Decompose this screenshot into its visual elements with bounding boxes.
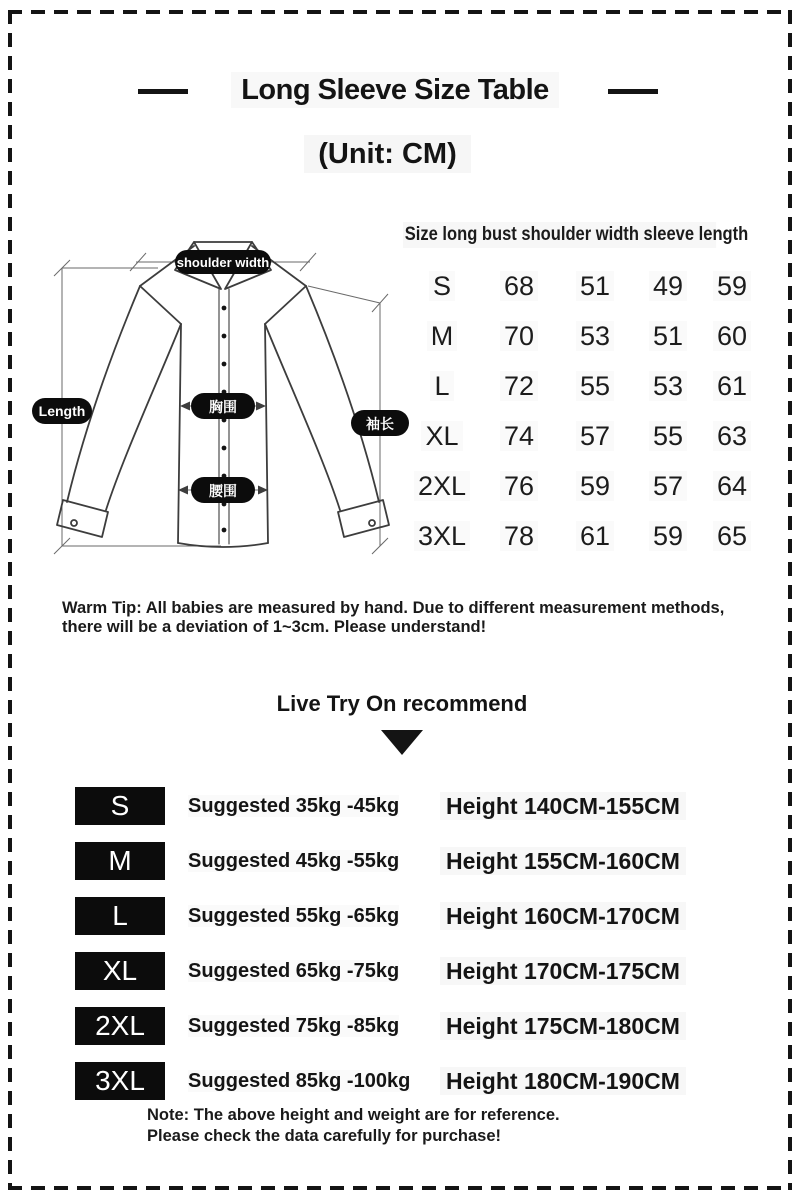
cell-shoulder-width: 59 [633, 521, 703, 552]
table-row [403, 461, 763, 511]
warm-tip-line2: there will be a deviation of 1~3cm. Please understand! [62, 618, 487, 636]
length-label [32, 398, 92, 424]
suggested-height: Height 155CM-160CM [440, 848, 686, 875]
cell-long: 74 [481, 421, 557, 452]
cell-sleeve-length: 64 [703, 471, 761, 502]
title-decoration-bar-right [608, 89, 658, 94]
cell-bust: 61 [557, 521, 633, 552]
cell-sleeve-length: 61 [703, 371, 761, 402]
recommend-rows [75, 787, 775, 1117]
cell-long: 78 [481, 521, 557, 552]
dashed-border-right [788, 10, 792, 1190]
cell-sleeve-length: 60 [703, 321, 761, 352]
shoulder-width-label [175, 250, 271, 274]
cell-long: 68 [481, 271, 557, 302]
suggested-weight: Suggested 85kg -100kg [188, 1069, 411, 1092]
suggested-weight: Suggested 35kg -45kg [188, 794, 400, 817]
cell-sleeve-length: 59 [703, 271, 761, 302]
suggested-height: Height 175CM-180CM [440, 1013, 686, 1040]
warm-tip [62, 599, 724, 637]
table-row [403, 261, 763, 311]
suggested-height: Height 160CM-170CM [440, 903, 686, 930]
cell-size: 3XL [403, 521, 481, 552]
cell-shoulder-width: 53 [633, 371, 703, 402]
note-line2: Please check the data carefully for purchase! [147, 1127, 501, 1145]
size-badge: 2XL [75, 1007, 165, 1045]
svg-text:shoulder width: shoulder width [176, 255, 270, 270]
warm-tip-line1: Warm Tip: All babies are measured by hand. Due to different measurement methods, [62, 599, 725, 617]
size-badge: S [75, 787, 165, 825]
cell-bust: 55 [557, 371, 633, 402]
cell-bust: 53 [557, 321, 633, 352]
size-badge: 3XL [75, 1062, 165, 1100]
suggested-height: Height 170CM-175CM [440, 958, 686, 985]
recommend-row [75, 842, 775, 880]
recommend-row [75, 1062, 775, 1100]
note-line1: Note: The above height and weight are for reference. [147, 1106, 560, 1124]
dashed-border-bottom [8, 1186, 792, 1190]
table-row [403, 361, 763, 411]
size-table-header: Size long bust shoulder width sleeve length [403, 222, 716, 248]
shirt-measurement-diagram [18, 228, 418, 580]
svg-text:Length: Length [38, 403, 86, 419]
cell-size: XL [403, 421, 481, 452]
size-badge: XL [75, 952, 165, 990]
table-row [403, 311, 763, 361]
cell-long: 70 [481, 321, 557, 352]
svg-text:胸围: 胸围 [209, 399, 237, 415]
bust-label [191, 393, 255, 419]
size-badge: L [75, 897, 165, 935]
recommend-row [75, 952, 775, 990]
cell-bust: 57 [557, 421, 633, 452]
cell-size: S [403, 271, 481, 302]
suggested-weight: Suggested 55kg -65kg [188, 904, 400, 927]
recommend-row [75, 897, 775, 935]
cell-sleeve-length: 63 [703, 421, 761, 452]
bottom-note [147, 1105, 560, 1147]
size-badge: M [75, 842, 165, 880]
unit-label: (Unit: CM) [0, 138, 775, 171]
sleeve-length-label [351, 410, 409, 436]
cell-long: 72 [481, 371, 557, 402]
suggested-weight: Suggested 65kg -75kg [188, 959, 400, 982]
svg-text:腰围: 腰围 [209, 483, 237, 499]
suggested-height: Height 140CM-155CM [440, 793, 686, 820]
table-row [403, 411, 763, 461]
suggested-weight: Suggested 45kg -55kg [188, 849, 400, 872]
size-table [403, 222, 763, 561]
cell-long: 76 [481, 471, 557, 502]
suggested-weight: Suggested 75kg -85kg [188, 1014, 400, 1037]
waist-label [191, 477, 255, 503]
cell-shoulder-width: 51 [633, 321, 703, 352]
cell-bust: 59 [557, 471, 633, 502]
table-row [403, 511, 763, 561]
cell-bust: 51 [557, 271, 633, 302]
recommend-row [75, 787, 775, 825]
cell-size: M [403, 321, 481, 352]
cell-sleeve-length: 65 [703, 521, 761, 552]
page-title: Long Sleeve Size Table [0, 74, 790, 107]
dashed-border-left [8, 10, 12, 1190]
cell-size: 2XL [403, 471, 481, 502]
cell-shoulder-width: 55 [633, 421, 703, 452]
cell-shoulder-width: 57 [633, 471, 703, 502]
recommend-row [75, 1007, 775, 1045]
recommend-title: Live Try On recommend [276, 691, 528, 716]
cell-shoulder-width: 49 [633, 271, 703, 302]
down-arrow-icon [381, 730, 423, 755]
suggested-height: Height 180CM-190CM [440, 1068, 686, 1095]
cell-size: L [403, 371, 481, 402]
size-table-rows [403, 261, 763, 561]
svg-text:袖长: 袖长 [366, 416, 394, 432]
dashed-border-top [8, 10, 792, 14]
